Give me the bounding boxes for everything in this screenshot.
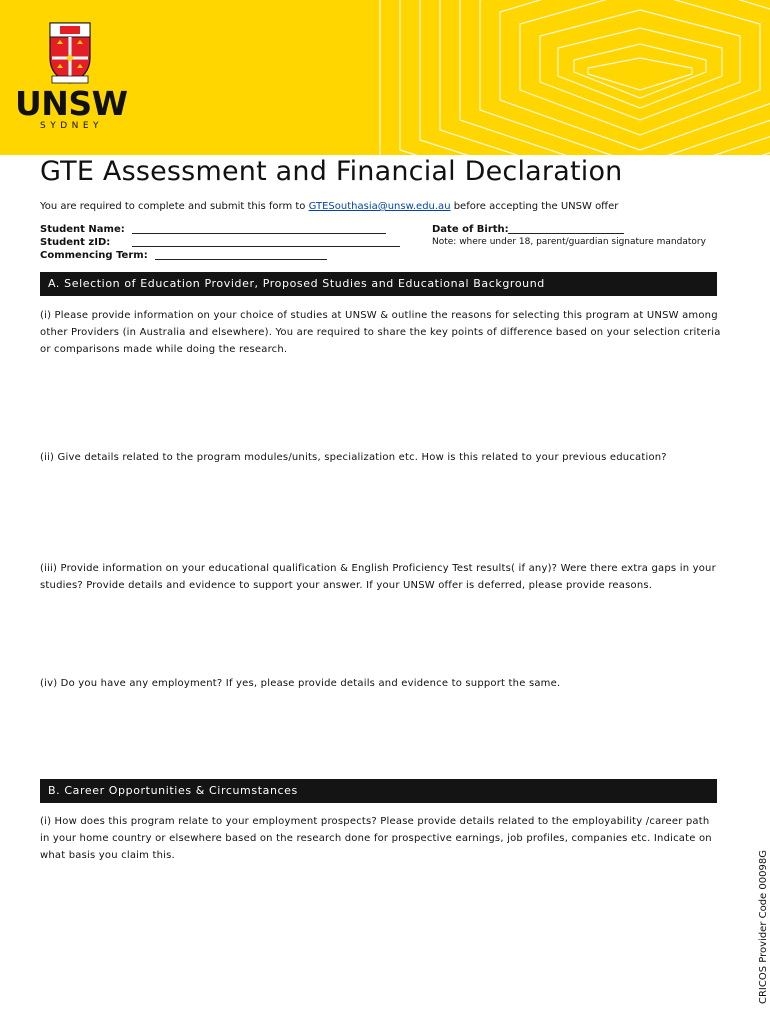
intro-prefix: You are required to complete and submit this form to [40,201,309,212]
dob-field[interactable] [508,222,624,234]
commencing-term-label: Commencing Term: [40,250,148,261]
student-name-field[interactable] [132,222,386,234]
cricos-code: CRICOS Provider Code 00098G [758,850,769,1004]
question-a-3: (iii) Provide information on your educational qualification & English Proficiency Test results( if any)? Were there extra gaps in your studies? Provide details and evidence to support your answer. If your UNSW offer is deferred, please provide reasons. [40,563,716,591]
question-b-1: (i) How does this program relate to your employment prospects? Please provide details related to the employability /career path in your home country or elsewhere based on the research done for prospective earnings, job profiles, companies etc. Indicate on what basis you claim this. [40,816,712,861]
section-b-heading: B. Career Opportunities & Circumstances [40,779,717,803]
email-link[interactable]: GTESouthasia@unsw.edu.au [308,201,451,212]
section-a-heading: A. Selection of Education Provider, Proposed Studies and Educational Background [40,272,717,296]
student-zid-field[interactable] [132,236,400,247]
dob-label: Date of Birth: [432,224,509,235]
student-zid-label: Student zID: [40,237,111,248]
unsw-crest-icon [47,20,93,86]
header-banner [0,0,770,155]
commencing-term-field[interactable] [155,249,327,260]
intro-suffix: before accepting the UNSW offer [450,201,619,212]
page-title: GTE Assessment and Financial Declaration [40,156,623,187]
student-name-label: Student Name: [40,224,125,235]
dob-note: Note: where under 18, parent/guardian signature mandatory [432,237,706,247]
question-a-2: (ii) Give details related to the program modules/units, specialization etc. How is this related to your previous education? [40,452,667,463]
unsw-logo-subtext: SYDNEY [40,121,104,131]
question-a-4: (iv) Do you have any employment? If yes, please provide details and evidence to support the same. [40,678,561,689]
unsw-logo-text: UNSW [15,84,128,123]
question-a-1: (i) Please provide information on your choice of studies at UNSW & outline the reasons for selecting this program at UNSW among other Providers (in Australia and elsewhere). You are required to share the key points of difference based on your selection criteria or comparisons made while doing the research. [40,310,721,355]
geometric-pattern [0,0,770,155]
intro-text [40,201,618,212]
